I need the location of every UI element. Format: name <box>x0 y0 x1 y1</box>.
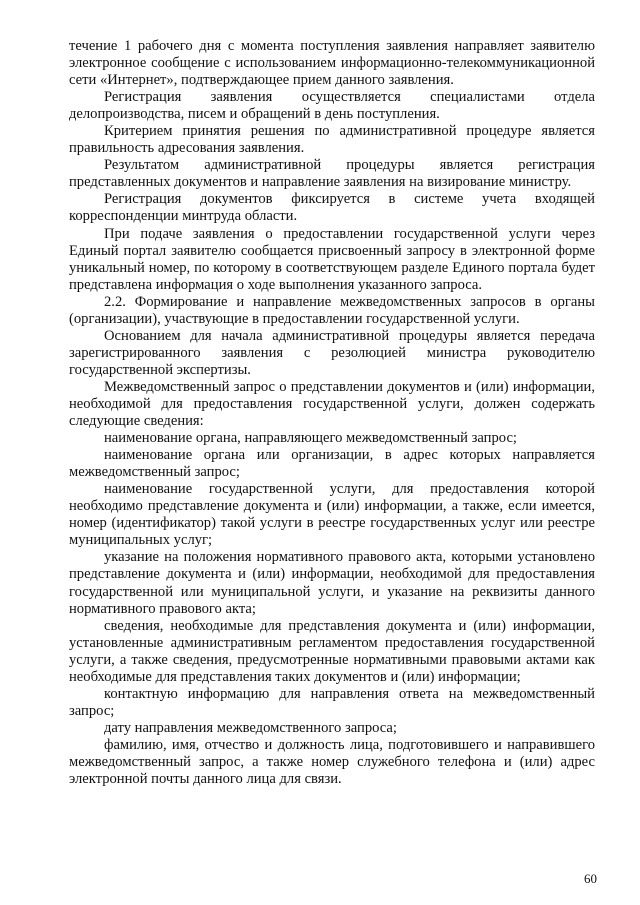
paragraph-8: Основанием для начала административной процедуры является передача зарегистрированного заявления с резолюцией министра руководителю государственной экспертизы. <box>69 327 595 378</box>
paragraph-4: Результатом административной процедуры является регистрация представленных документов и направление заявления на визирование министру. <box>69 157 595 191</box>
list-item: контактную информацию для направления ответа на межведомственный запрос; <box>69 685 595 719</box>
list-item: дату направления межведомственного запроса; <box>104 719 397 736</box>
list-item: наименование органа или организации, в адрес которых направляется межведомственный запрос; <box>69 447 595 481</box>
paragraph-1: течение 1 рабочего дня с момента поступления заявления направляет заявителю электронное сообщение с использованием информационно-телекоммуникационной сети «Интернет», подтверждающее прием данного заявления. <box>69 38 595 89</box>
list-item: фамилию, имя, отчество и должность лица, подготовившего и направившего межведомственный запрос, а также номер служебного телефона и (или) адрес электронной почты данного лица для связи. <box>69 736 595 788</box>
list-item: наименование органа, направляющего межведомственный запрос; <box>104 430 517 447</box>
document-body <box>69 38 595 788</box>
section-heading-2-2: 2.2. Формирование и направление межведомственных запросов в органы (организации), участвующие в предоставлении государственной услуги. <box>69 293 595 327</box>
paragraph-5: Регистрация документов фиксируется в системе учета входящей корреспонденции минтруда области. <box>69 191 595 225</box>
list-item: сведения, необходимые для представления документа и (или) информации, установленные административным регламентом предоставления государственной услуги, а также сведения, предусмотренные нормативными правовыми актами как необходимые для представления таких документов и (или) информации; <box>69 617 595 685</box>
paragraph-3: Критерием принятия решения по административной процедуре является правильность адресования заявления. <box>69 123 595 157</box>
paragraph-9: Межведомственный запрос о представлении документов и (или) информации, необходимой для предоставления государственной услуги, должен содержать следующие сведения: <box>69 378 595 430</box>
paragraph-2: Регистрация заявления осуществляется специалистами отдела делопроизводства, писем и обращений в день поступления. <box>69 89 595 123</box>
list-item: указание на положения нормативного правового акта, которыми установлено представление документа и (или) информации, необходимой для предоставления государственной или муниципальной услуги, и указание на реквизиты данного нормативного правового акта; <box>69 549 595 617</box>
paragraph-6: При подаче заявления о предоставлении государственной услуги через Единый портал заявителю сообщается присвоенный запросу в электронной форме уникальный номер, по которому в соответствующем разделе Единого портала будет представлена информация о ходе выполнения указанного запроса. <box>69 225 595 293</box>
list-item: наименование государственной услуги, для предоставления которой необходимо представление документа и (или) информации, а также, если имеется, номер (идентификатор) такой услуги в реестре государственных услуг или реестре муниципальных услуг; <box>69 481 595 549</box>
page-number: 60 <box>584 871 597 886</box>
